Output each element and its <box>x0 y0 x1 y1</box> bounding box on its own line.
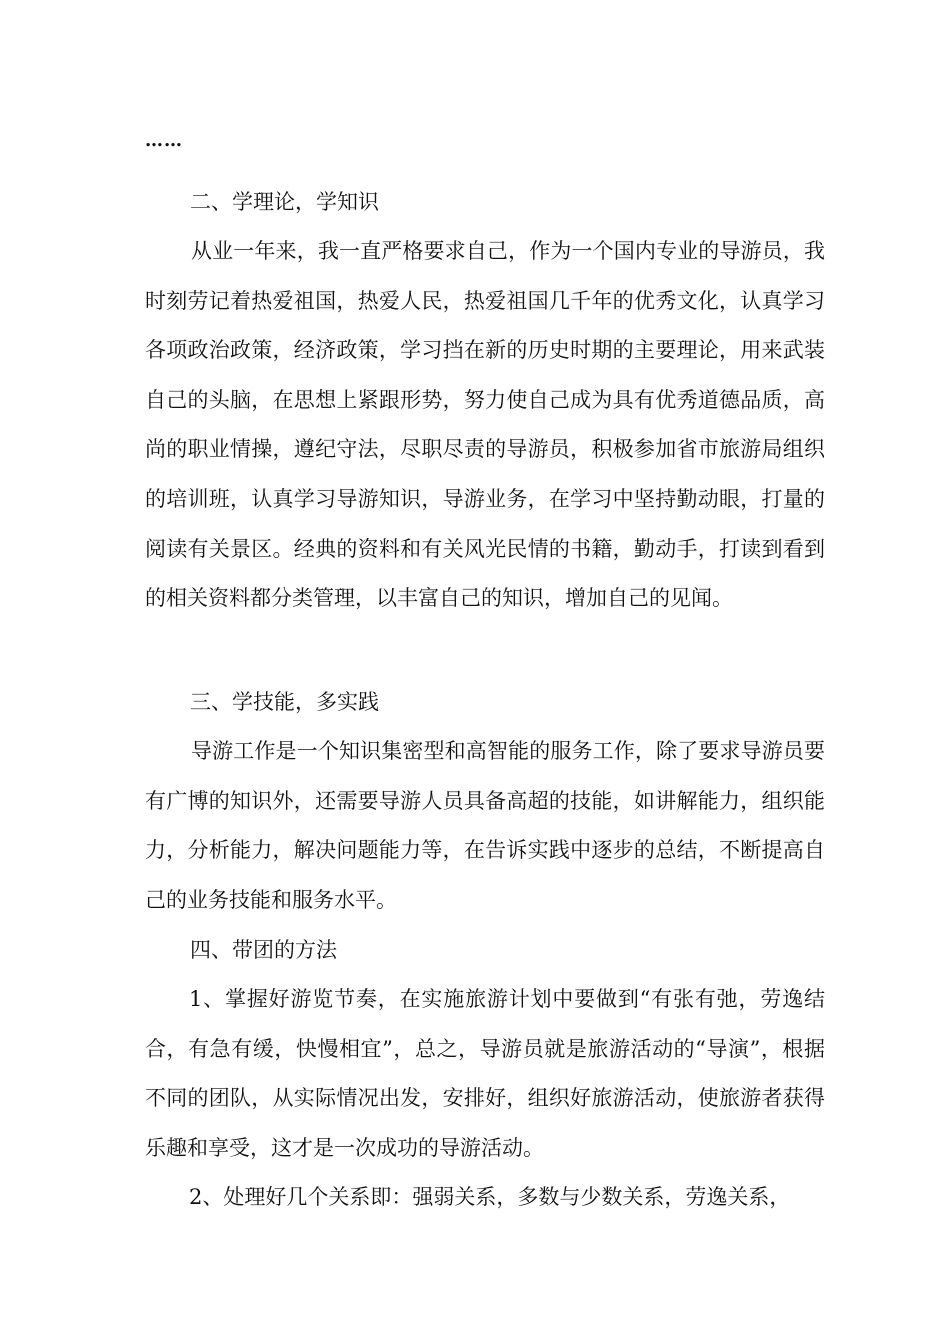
section-heading-theory: 二、学理论，学知识 <box>190 190 379 214</box>
section-heading-methods: 四、带团的方法 <box>190 938 337 962</box>
paragraph-skills: 导游工作是一个知识集密型和高智能的服务工作，除了要求导游员要有广博的知识外，还需要导游人员具备高超的技能，如讲解能力，组织能力，分析能力，解决问题能力等，在告诉实践中逐步的总结，不断提高自己的业务技能和服务水平。 <box>145 739 825 912</box>
paragraph-method-2: 2、处理好几个关系即：强弱关系，多数与少数关系，劳逸关系， <box>189 1185 791 1209</box>
paragraph-theory: 从业一年来，我一直严格要求自己，作为一个国内专业的导游员，我时刻劳记着热爱祖国，热爱人民，热爱祖国几千年的优秀文化，认真学习各项政治政策，经济政策，学习挡在新的历史时期的主要理论，用来武装自己的头脑，在思想上紧跟形势，努力使自己成为具有优秀道德品质，高尚的职业情操，遵纪守法，尽职尽责的导游员，积极参加省市旅游局组织的培训班，认真学习导游知识，导游业务，在学习中坚持勤动眼，打量的阅读有关景区。经典的资料和有关风光民情的书籍，勤动手，打读到看到的相关资料都分类管理，以丰富自己的知识，增加自己的见闻。 <box>145 239 825 611</box>
ellipsis-text: …… <box>145 130 183 151</box>
section-heading-skills: 三、学技能，多实践 <box>190 690 379 714</box>
paragraph-method-1: 1、掌握好游览节奏，在实施旅游计划中要做到“有张有弛，劳逸结合，有急有缓，快慢相宜”，总之，导游员就是旅游活动的“导演”，根据不同的团队，从实际情况出发，安排好，组织好旅游活动，使旅游者获得乐趣和享受，这才是一次成功的导游活动。 <box>145 987 825 1160</box>
